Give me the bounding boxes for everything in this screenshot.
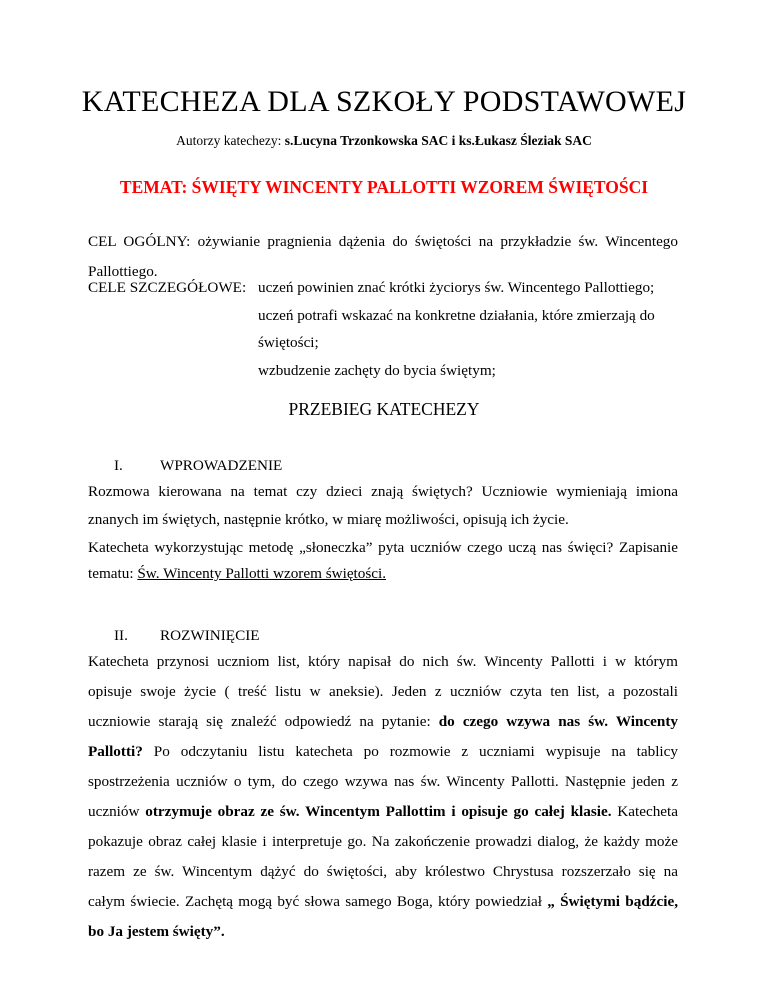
section2-line7: pokazuje obraz całej klasie i interpretuje go. Na zakończenie prowadzi dialog, że każdy może bbox=[88, 833, 678, 850]
section2-line6-bold: otrzymuje obraz ze św. Wincentym Pallottim i opisuje go całej klasie. bbox=[145, 803, 612, 820]
section2-line9 bbox=[88, 892, 678, 922]
section2-line1: Katecheta przynosi uczniom list, który napisał do nich św. Wincenty Pallotti i w którym bbox=[88, 653, 678, 670]
section2-line8: razem ze św. Wincentym dążyć do świętości, aby królestwo Chrystusa rozszerzało się na bbox=[88, 863, 678, 880]
section2-line9-text: całym świecie. Zachętą mogą być słowa samego Boga, który powiedział bbox=[88, 893, 548, 910]
section2-line4-bold: Pallotti? bbox=[88, 743, 143, 760]
section2-line5: spostrzeżenia uczniów o tym, do czego wzywa nas św. Wincenty Pallotti. Następnie jeden z bbox=[88, 773, 678, 790]
section1-title: WPROWADZENIE bbox=[160, 457, 283, 474]
authors-line bbox=[0, 132, 768, 150]
topic-underlined: Św. Wincenty Pallotti wzorem świętości. bbox=[137, 565, 387, 582]
authors-names: s.Lucyna Trzonkowska SAC i ks.Łukasz Śleziak SAC bbox=[284, 133, 592, 148]
general-goal-line1: CEL OGÓLNY: ożywianie pragnienia dążenia do świętości na przykładzie św. Wincentego bbox=[88, 233, 678, 250]
section2-line10 bbox=[88, 922, 678, 952]
section2-number: II. bbox=[114, 627, 128, 644]
section2-line4-text: Po odczytaniu listu katecheta po rozmowie z uczniami wypisuje na tablicy bbox=[142, 743, 678, 760]
section1-line4 bbox=[88, 564, 386, 584]
specific-goal-1: uczeń powinien znać krótki życiorys św. Wincentego Pallottiego; bbox=[258, 279, 655, 296]
specific-goal-2b: świętości; bbox=[258, 334, 319, 351]
section2-line9-bold: „ Świętymi bądźcie, bbox=[547, 893, 679, 910]
section2-line4 bbox=[88, 742, 678, 772]
specific-goals-label: CELE SZCZEGÓŁOWE: bbox=[88, 279, 247, 296]
section2-line10-bold: bo Ja jestem święty”. bbox=[88, 923, 225, 940]
section1-line2: znanych im świętych, następnie krótko, w miarę możliwości, opisują ich życie. bbox=[88, 511, 569, 528]
section2-line6-text2: Katecheta bbox=[611, 803, 678, 820]
section2-line2: opisuje swoje życie ( treść listu w aneksie). Jeden z uczniów czyta ten list, a pozostali bbox=[88, 683, 678, 700]
general-goal-line2: Pallottiego. bbox=[88, 263, 158, 280]
specific-goal-3: wzbudzenie zachęty do bycia świętym; bbox=[258, 362, 496, 379]
section2-line3-bold: do czego wzywa nas św. Wincenty bbox=[438, 713, 678, 730]
section2-line3-text: uczniowie starają się znaleźć odpowiedź na pytanie: bbox=[88, 713, 439, 730]
authors-label: Autorzy katechezy: bbox=[176, 133, 285, 148]
section2-line6-text: uczniów bbox=[88, 803, 146, 820]
section1-number: I. bbox=[114, 457, 123, 474]
section2-paragraph bbox=[88, 652, 678, 952]
document-title: KATECHEZA DLA SZKOŁY PODSTAWOWEJ bbox=[81, 85, 687, 118]
section2-line3 bbox=[88, 712, 678, 742]
specific-goal-2a: uczeń potrafi wskazać na konkretne działania, które zmierzają do bbox=[258, 307, 655, 324]
section2-title: ROZWINIĘCIE bbox=[160, 627, 260, 644]
section2-line6 bbox=[88, 802, 678, 832]
lesson-subject: TEMAT: ŚWIĘTY WINCENTY PALLOTTI WZOREM ŚWIĘTOŚCI bbox=[119, 177, 649, 197]
course-heading: PRZEBIEG KATECHEZY bbox=[288, 399, 480, 419]
topic-prefix: tematu: bbox=[88, 565, 138, 582]
section1-line3: Katecheta wykorzystując metodę „słoneczka” pyta uczniów czego uczą nas święci? Zapisanie bbox=[88, 539, 678, 556]
section1-line1: Rozmowa kierowana na temat czy dzieci znają świętych? Uczniowie wymieniają imiona bbox=[88, 483, 678, 500]
